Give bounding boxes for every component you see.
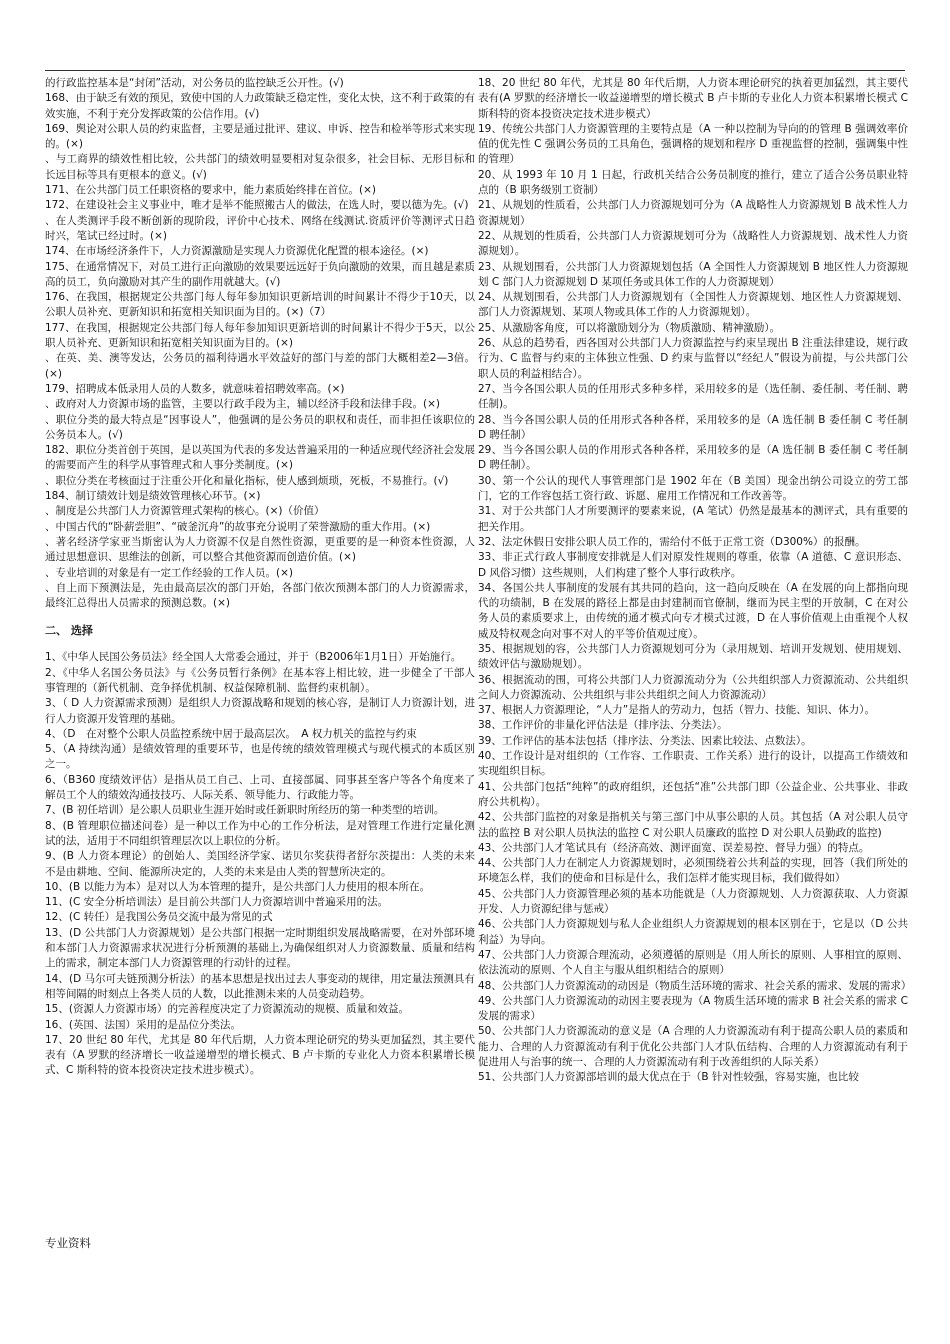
question-item: 51、公共部门人力资源部培训的最大优点在于（B 针对性较强，容易实施，也比较 (478, 1071, 859, 1084)
question-item: 47、公共部门人力资源合理流动，必须遵循的原则是（用人所长的原则、人事相宜的原则、依法流动的原则、个人自主与服从组织相结合的原则） (478, 948, 908, 977)
question-item: 的行政监控基本是“封闭”活动，对公务员的监控缺乏公开性。(√) (45, 77, 344, 89)
question-item: 23、从规划围看，公共部门人力资源规划包括（A 全国性人力资源规划 B 地区性人力资源规划 C 部门人力资源规划 D 某项任务或具体工作的人力资源规划） (478, 260, 908, 288)
question-item: 7、(B 初任培训）是公职人员职业生涯开始时或任新职时所经历的第一种类型的培训。 (45, 804, 445, 817)
footer-label: 专业资料 (45, 1236, 91, 1250)
question-item: 1、《中华人民国公务员法》经全国人大常委会通过，并于（B2006年1月1日）开始施行。 (45, 651, 462, 664)
question-item: 38、工作评价的非量化评估法是（排序法、分类法）。 (478, 719, 728, 732)
question-item: 13、(D 公共部门人力资源规划）是公共部门根据一定时期组织发展战略需要，在对外部环境和本部门人力资源需求状况进行分析预测的基础上,为确保组织对人力资源数量、质量和结构上的需求，制定本部门人力资源管理的行动针的过程。 (45, 926, 475, 970)
question-item: 15、(资源人力资源市场）的完善程度决定了力资源流动的规模、质量和效益。 (45, 1003, 409, 1016)
question-item: 45、公共部门人力资源管理必须的基本功能就是（人力资源规划、人力资源获取、人力资源开发、人力资源纪律与惩戒） (478, 887, 908, 916)
question-item: 176、在我国，根据规定公共部门每人每年参加知识更新培训的时间累计不得少于10天，以公职人员补充、更新知识和拓宽相关知识面为目的。(×)（7） (45, 291, 475, 319)
question-item: 43、公共部门人才笔试具有（经济高效、测评面宽、误差易控、督导力强）的特点。 (478, 841, 870, 854)
question-item: 174、在市场经济条件下，人力资源激励是实现人力资源优化配置的根本途径。(×) (45, 245, 429, 258)
question-item: 、政府对人力资源市场的监管，主要以行政手段为主，辅以经济手段和法律手段。(×) (45, 398, 440, 411)
question-item: 41、公共部门包括“纯粹”的政府组织，还包括“准”公共部门即（公益企业、公共事业、非政府公共机构）。 (478, 780, 908, 808)
question-item: 、职位分类在考核面过于注重公开化和量化指标，使人感到烦琐，死板，不易推行。(√) (45, 474, 449, 487)
question-item: 182、职位分类首创于英国，是以英国为代表的多发达普遍采用的一种适应现代经济社会发展的需要而产生的科学从事管理式和人事分类制度。(×) (45, 444, 475, 472)
question-item: 、中国古代的“卧薪尝胆”、“破釜沉舟”的故事充分说明了荣誉激励的重大作用。(×) (45, 520, 431, 533)
question-item: 11、(C 安全分析培训法）是目前公共部门人力资源培训中普遍采用的法。 (45, 896, 389, 909)
question-item: 18、20 世纪 80 年代，尤其是 80 年代后期，人力资本理论研究的执着更加猛烈，其主要代表有(A 罗默的经济增长一收益递增型的增长模式 B 卢卡斯的专业化人力资本积累增长模式 C 斯科特的资本投资决定技术进步模式） (478, 77, 908, 120)
choice-items-left (45, 650, 475, 1078)
question-item: 28、当今各国公职人员的任用形式各种各样，采用较多的是（A 选任制 B 委任制 C 考任制 D 聘任制） (478, 413, 908, 441)
question-item: 17、20 世纪 80 年代，尤其是 80 年代后期，人力资本理论研究的势头更加猛烈，其主要代表有（A 罗默的经济增长一收益递增型的增长模式、B 卢卡斯的专业化人力资本积累增长模式、C 斯科特的资本投资决定技术进步模式）。 (45, 1033, 475, 1077)
question-item: 184、制订绩效计划是绩效管理核心环节。(×) (45, 490, 261, 503)
question-item: 25、从激励客角度，可以将激励划分为（物质激励、精神激励）。 (478, 321, 781, 334)
question-item: 、与工商界的绩效性相比较，公共部门的绩效明显要相对复杂很多，社会目标、无形目标和长远目标等具有更根本的意义。(√) (45, 153, 475, 181)
question-item: 12、(C 转任）是我国公务员交流中最为常见的式 (45, 911, 273, 924)
question-item: 16、(英国、法国）采用的是品位分类法。 (45, 1018, 241, 1031)
question-item: 46、公共部门人力资源规划与私人企业组织人力资源规划的根本区别在于，它是以（D 公共利益）为导向。 (478, 918, 908, 946)
question-item: 179、招聘成本低录用人员的人数多，就意味着招聘效率高。(×) (45, 382, 345, 395)
question-item: 24、从规划围看，公共部门人力资源规划有（全国性人力资源规划、地区性人力资源规划、部门人力资源规划、某项人物或具体工作的人力资源规划）。 (478, 291, 908, 319)
left-column (45, 76, 475, 1079)
question-item: 、在人类测评手段不断创新的现阶段，评价中心技术、网络在线测试.资质评价等测评式日趋时兴，笔试已经过时。(×) (45, 214, 475, 242)
question-item: 9、(B 人力资本理论）的创始人、美国经济学家、诺贝尔奖获得者舒尔茨提出：人类的未来不是由耕地、空间、能源所决定的，人类的未来是由人类的智慧所决定的。 (45, 850, 475, 878)
question-item: 49、公共部门人力资源流动的动因主要表现为（A 物质生活环境的需求 B 社会关系的需求 C 发展的需求） (478, 994, 908, 1023)
question-item: 42、公共部门监控的对象是指机关与第三部门中从事公职的人员。其包括（A 对公职人员守法的监控 B 对公职人员执法的监控 C 对公职人员廉政的监控 D 对公职人员勤政的监控) (478, 811, 908, 839)
judgment-items (45, 76, 475, 611)
question-item: 36、根据流动的围，可将公共部门人力资源流动分为（公共组织部人力资源流动、公共组织之间人力资源流动、公共组织与非公共组织之间人力资源流动） (478, 673, 908, 701)
question-item: 10、(B 以能力为本）是对以人为本管理的提升，是公共部门人力使用的根本所在。 (45, 880, 430, 893)
question-item: 169、舆论对公职人员的约束监督，主要是通过批评、建议、申诉、控告和检举等形式来实现的。(×) (45, 122, 475, 151)
question-item: 32、法定休假日安排公职人员工作的，需给付不低于正常工资（D300%）的报酬。 (478, 535, 866, 548)
question-item: 、职位分类的最大特点是“因事设人”，他强调的是公务员的职权和责任，而非担任该职位的公务员本人。(√) (45, 413, 475, 441)
question-item: 50、公共部门人力资源流动的意义是（A 合理的人力资源流动有利于提高公职人员的素质和能力、合理的人力资源流动有利于优化公共部门人才队伍结构、合理的人力资源流动有利于促进用人与治事的统一、合理的人力资源流动有利于改善组织的人际关系） (478, 1025, 908, 1068)
question-item: 21、从规划的性质看，公共部门人力资源规划可分为（A 战略性人力资源规划 B 战术性人力资源规划） (478, 199, 908, 227)
question-item: 177、在我国，根据规定公共部门每人每年参加知识更新培训的时间累计不得少于5天，以公职人员补充、更新知识和拓宽相关知识面为目的。(×) (45, 321, 475, 350)
question-item: 、在英、美、澳等发达，公务员的福利待遇水平效益好的部门与差的部门大概相差2—3倍。(×) (45, 352, 475, 380)
question-item: 40、工作设计是对组织的（工作容、工作职责、工作关系）进行的设计，以提高工作绩效和实现组织目标。 (478, 750, 908, 778)
question-item: 6、（B360 度绩效评估）是指从员工自己、上司、直接部属、同事甚至客户等各个角度来了解员工个人的绩效沟通技技巧、人际关系、领导能力、行政能力等。 (45, 773, 475, 802)
section-heading-choice: 二、 选择 (45, 624, 93, 638)
question-item: 35、根据规划的容，公共部门人力资源规划可分为（录用规划、培训开发规划、使用规划、绩效评估与激励规划）。 (478, 642, 908, 671)
question-item: 19、传统公共部门人力资源管理的主要特点是（A 一种以控制为导向的的管理 B 强调效率价值的优先性 C 强调公务员的工具角色，强调格的规划和程序 D 重视监督的控制，强调集中性的管理） (478, 122, 908, 166)
question-item: 2、《中华人名国公务员法》与《公务员暂行条例》在基本容上相比较，进一步健全了干部人事管理的（新代机制、竞争择优机制、权益保障机制、监督约束机制）。 (45, 666, 475, 694)
question-item: 、自上而下预测法是，先由最高层次的部门开始，各部门依次预测本部门的人力资源需求，最终汇总得出人员需求的预测总数。(×) (45, 581, 475, 610)
question-item: 4、（D 在对整个公职人员监控系统中居于最高层次。 A 权力机关的监控与约束 (45, 727, 417, 740)
question-item: 172、在建设社会主义事业中，唯才是举不能照搬古人的做法，在选人时，要以德为先。(√) (45, 199, 469, 212)
question-item: 26、从总的趋势看，西各国对公共部门人力资源监控与约束呈现出 B 注重法律建设，规行政行为、C 监督与约束的主体独立性强、D 约束与监督以“经纪人”假设为前提，与公共部门公职人员的利益相结合）。 (478, 337, 908, 380)
question-item: 、著名经济学家亚当斯密认为人力资源不仅是自然性资源，更重要的是一种资本性资源，人通过思想意识、思维法的创新，可以整合其他资源而创造价值。(×) (45, 535, 475, 564)
question-item: 44、公共部门人力在制定人力资源规划时，必须围绕着公共利益的实现，回答（我们所处的环境怎么样，我们的使命和目标是什么，我们怎样才能实现目标，我们做得如） (478, 857, 908, 885)
question-item: 、专业培训的对象是有一定工作经验的工作人员。(×) (45, 566, 293, 579)
question-item: 39、工作评估的基本法包括（排序法、分类法、因素比较法、点数法）。 (478, 734, 812, 747)
question-item: 37、根据人力资源理论，“人力”是指人的劳动力，包括（智力、技能、知识、体力）。 (478, 704, 875, 717)
question-item: 3、（ D 人力资源需求预测）是组织人力资源战略和规划的核心容，是制订人力资源计划，进行人力资源开发管理的基础。 (45, 697, 475, 725)
question-item: 22、从规划的性质看，公共部门人力资源规划可分为（战略性人力资源规划、战术性人力资源规划）。 (478, 229, 908, 258)
question-item: 8、(B 管理职位描述问卷）是一种以工作为中心的工作分析法，是对管理工作进行定量化测试的法，适用于不同组织管理层次以上职位的分析。 (45, 819, 475, 847)
question-item: 171、在公共部门员工任职资格的要求中，能力素质始终排在首位。(×) (45, 184, 377, 197)
header-rule (45, 70, 905, 71)
question-item: 168、由于缺乏有效的预见，致使中国的人力政策缺乏稳定性，变化太快，这不利于政策的有效实施，不利于充分发挥政策的公信作用。(√) (45, 92, 475, 120)
right-column (478, 76, 912, 1086)
question-item: 34、各国公共人事制度的发展有其共同的趋向，这一趋向反映在（A 在发展的向上都指向现代的功绩制，B 在发展的路径上都是由封建制而官僚制，继而为民主型的开放制，C 在对公务人员的素质要求上，由传统的通才模式向专才模式过渡，D 在人事价值观上由重视个人权威及特权观念向对事不对人的平等价值观过度）。 (478, 581, 908, 640)
question-item: 5、（A 持续沟通）是绩效管理的重要环节，也是传统的绩效管理模式与现代模式的本质区别之一。 (45, 743, 475, 771)
question-item: 48、公共部门人力资源流动的动因是（物质生活环境的需求、社会关系的需求、发展的需求） (478, 979, 912, 992)
question-item: 27、当今各国公职人员的任用形式多种多样，采用较多的是（选任制、委任制、考任制、聘任制)。 (478, 382, 908, 411)
question-item: 、制度是公共部门人力资源管理式架构的核心。(×)（价值） (45, 505, 325, 518)
question-item: 14、(D 马尔可夫链预测分析法）的基本思想是找出过去人事变动的规律，用定量法预测具有相等间隔的时刻点上各类人员的人数，以此推测未来的人员变动趋势。 (45, 972, 475, 1000)
question-item: 20、从 1993 年 10 月 1 日起，行政机关结合公务员制度的推行，建立了适合公务员职业特点的（B 职务级别工资制） (478, 168, 908, 197)
question-item: 31、对于公共部门人才所要测评的要素来说，(A 笔试）仍然是最基本的测评式，具有重要的把关作用。 (478, 505, 908, 533)
question-item: 29、当今各国公职人员的作用形式各种各样，采用较多的是（A 选任制 B 委任制 C 考任制 D 聘任制）。 (478, 444, 908, 472)
question-item: 30、第一个公认的现代人事管理部门是 1902 年在（B 美国）现金出纳公司设立的劳工部门，它的工作容包括工资行政、诉愿、雇用工作情况和工作改善等。 (478, 474, 908, 503)
question-item: 33、非正式行政人事制度安排就是人们对原发性规则的尊重，依靠（A 道德、C 意识形态、D 风俗习惯）这些规则，人们构建了整个人事行政秩序。 (478, 551, 908, 579)
question-item: 175、在通常情况下，对员工进行正向激励的效果要远远好于负向激励的效果，而且越是素质高的员工，负向激励对其产生的副作用就越大。(√) (45, 260, 475, 288)
